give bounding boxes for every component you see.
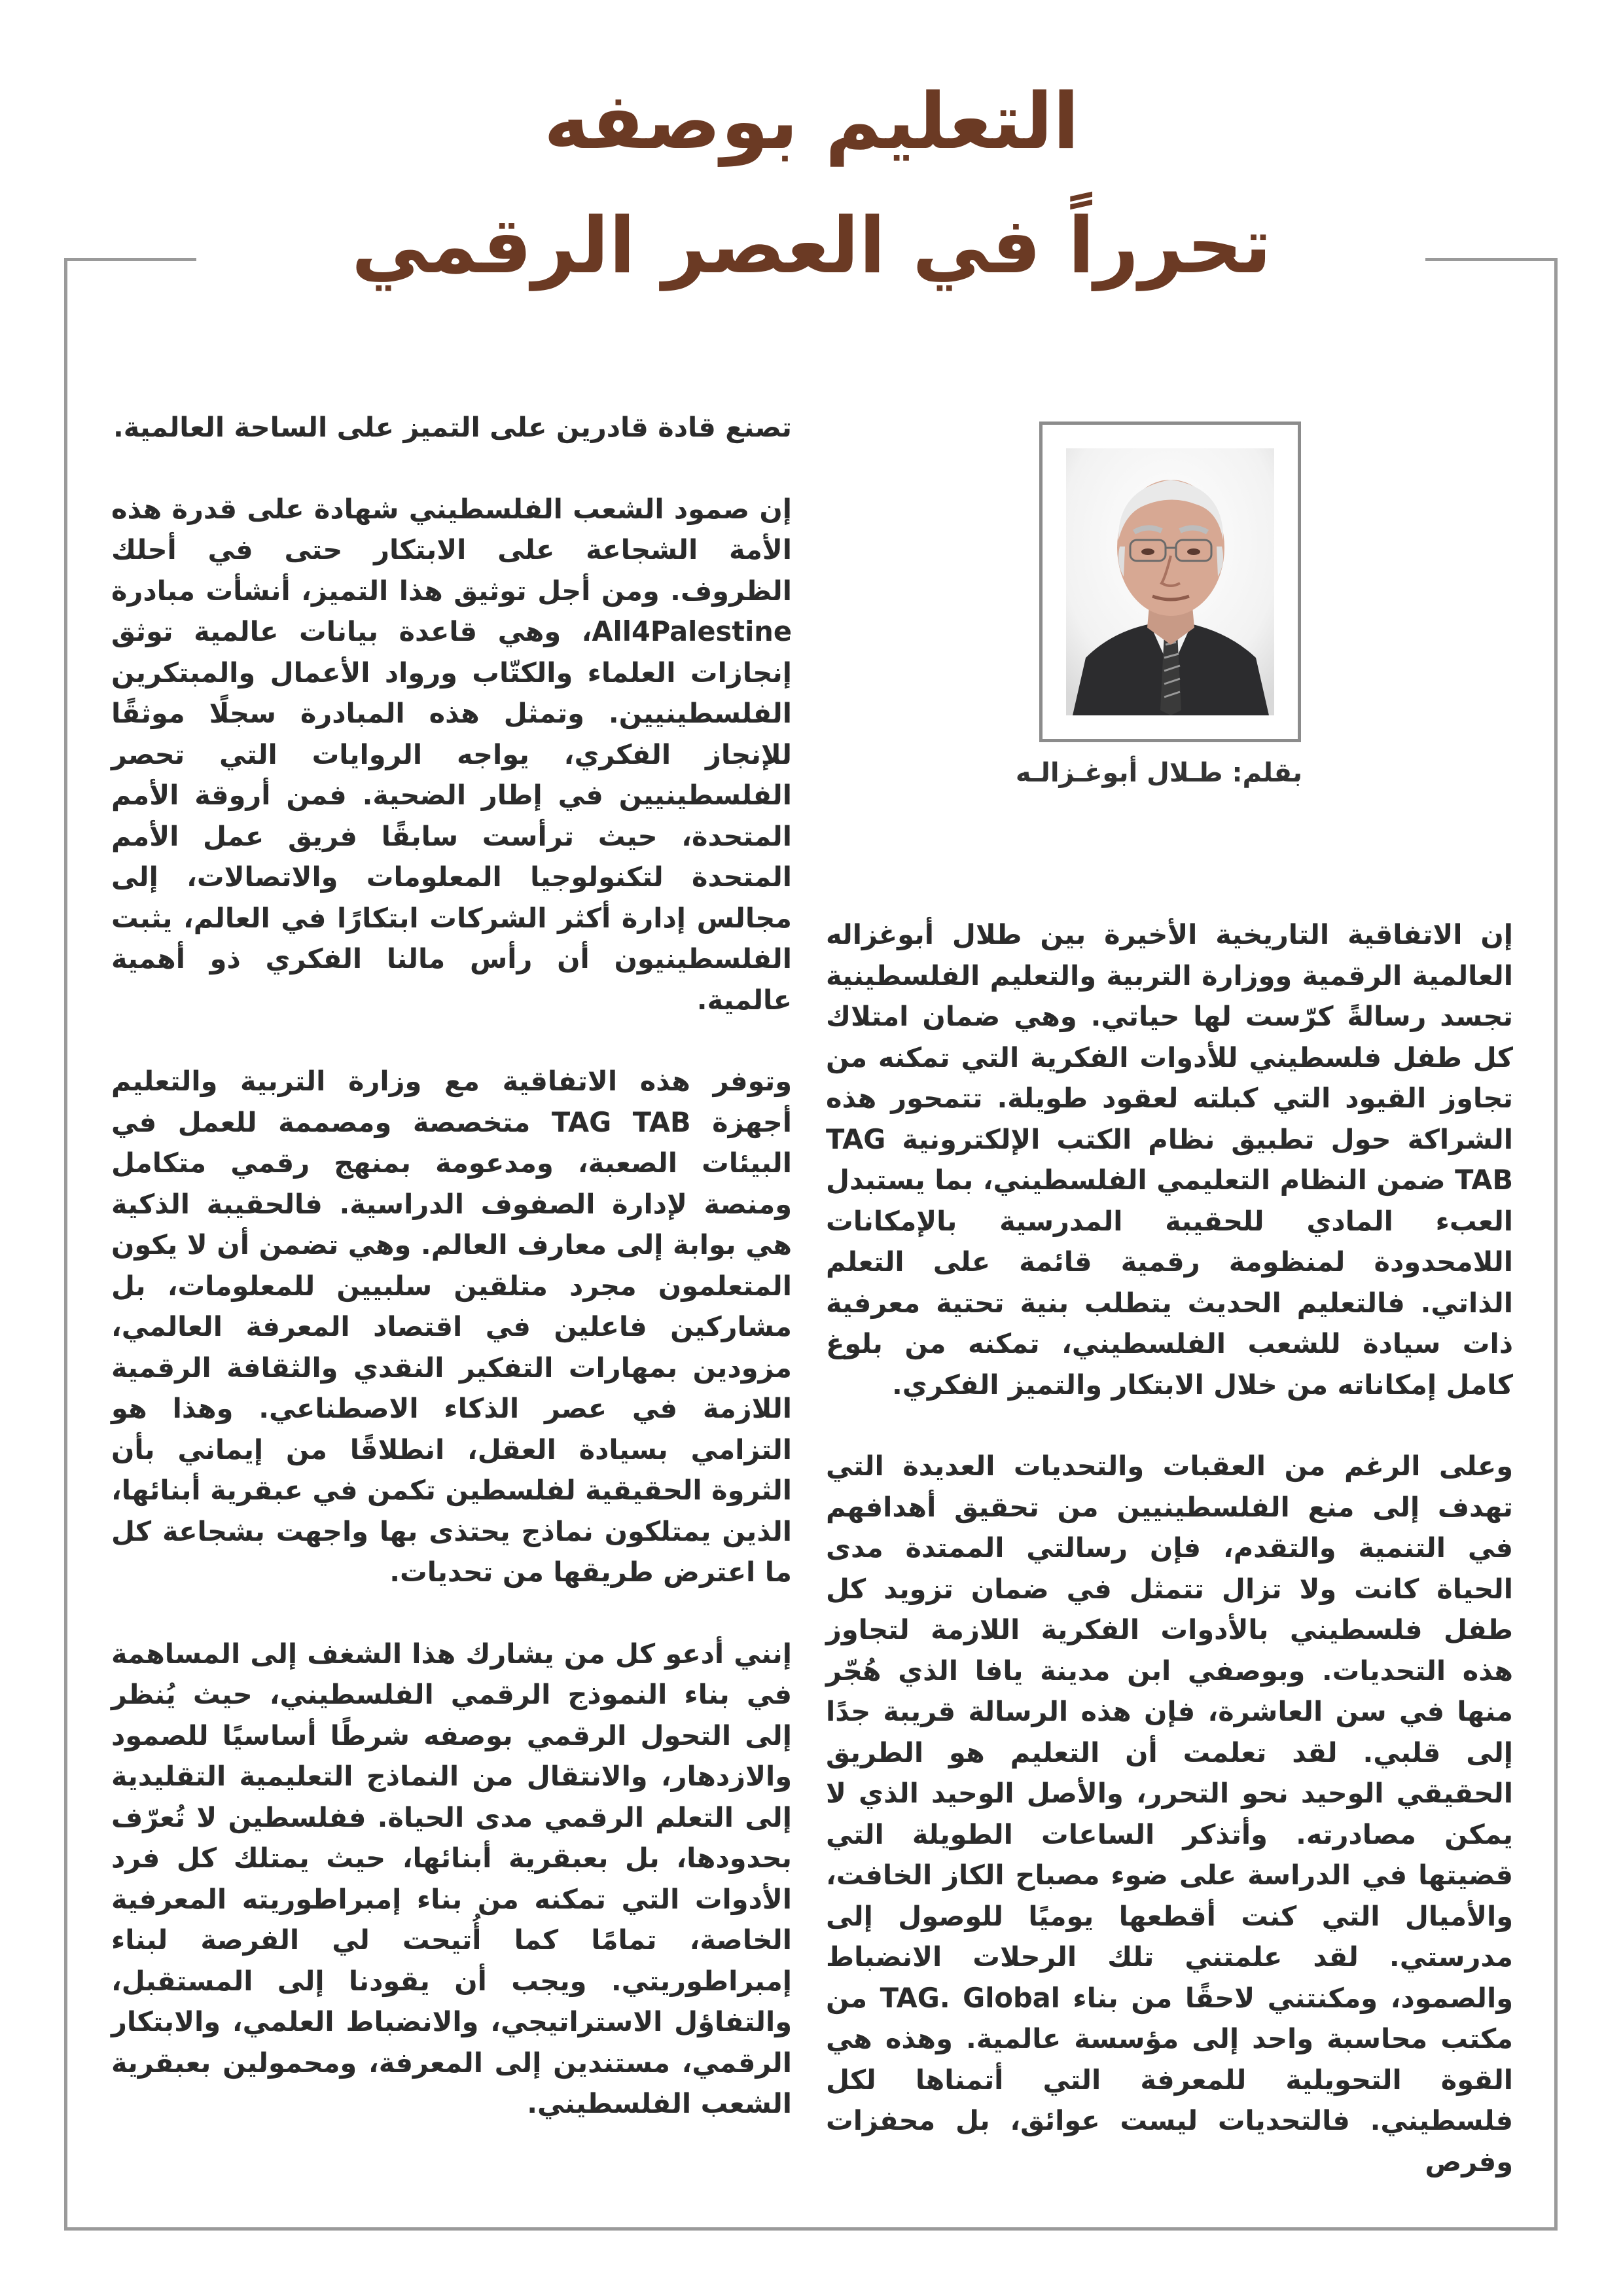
frame-right [1554,258,1558,2231]
frame-left [64,258,67,2231]
frame-top-right [1425,258,1558,261]
right-paragraph-2: وعلى الرغم من العقبات والتحديات العديدة التي تهدف إلى منع الفلسطينيين من تحقيق أهدافهم في التنمية والتقدم، فإن رسالتي الممتدة مدى الحياة كانت ولا تزال تتمثل في ضمان تزويد كل طفل فلسطيني بالأدوات الفكرية اللازمة لتجاوز هذه التحديات. وبوصفي ابن مدينة يافا الذي هُجّر منها في سن العاشرة، فإن هذه الرسالة قريبة جدًا إلى قلبي. لقد تعلمت أن التعليم هو الطريق الحقيقي الوحيد نحو التحرر، والأصل الوحيد الذي لا يمكن مصادرته. وأتذكر الساعات الطويلة التي قضيتها في الدراسة على ضوء مصباح الكاز الخافت، والأميال التي كنت أقطعها يوميًا للوصول إلى مدرستي. لقد علمتني تلك الرحلات الانضباط والصمود، ومكنتني لاحقًا من بناء TAG. Global من مكتب محاسبة واحد إلى مؤسسة عالمية. وهذه هي القوة التحويلية للمعرفة التي أتمناها لكل فلسطيني. فالتحديات ليست عوائق، بل محفزات وفرص [826,1450,1513,2178]
left-column [111,407,792,2125]
portrait-photo [1066,448,1274,715]
author-portrait [1039,422,1301,742]
right-paragraph-1: إن الاتفاقية التاريخية الأخيرة بين طلال أبوغزاله العالمية الرقمية ووزارة التربية والتعليم الفلسطينية تجسد رسالةً كرّست لها حياتي. وهي ضمان امتلاك كل طفل فلسطيني للأدوات الفكرية التي تمكنه من تجاوز القيود التي كبلته لعقود طويلة. تتمحور هذه الشراكة حول تطبيق نظام الكتب الإلكترونية TAG TAB ضمن النظام التعليمي الفلسطيني، بما يستبدل العبء المادي للحقيبة المدرسية بالإمكانات اللامحدودة لمنظومة رقمية قائمة على التعلم الذاتي. فالتعليم الحديث يتطلب بنية تحتية معرفية ذات سيادة للشعب الفلسطيني، تمكنه من بلوغ كامل إمكاناته من خلال الابتكار والتميز الفكري. [826,918,1513,1401]
author-byline: بقلم: طـلال أبوغـزالـه [1015,758,1302,788]
title-line-1: التعليم بوصفه [543,76,1080,166]
left-paragraph-3: إنني أدعو كل من يشارك هذا الشغف إلى المساهمة في بناء النموذج الرقمي الفلسطيني، حيث يُنظر إلى التحول الرقمي بوصفه شرطًا أساسيًا للصمود والازدهار، والانتقال من النماذج التعليمية التقليدية إلى التعلم الرقمي مدى الحياة. ففلسطين لا تُعرّف بحدودها، بل بعبقرية أبنائها، حيث يمتلك كل فرد الأدوات التي تمكنه من بناء إمبراطوريته المعرفية الخاصة، تمامًا كما أُتيحت لي الفرصة لبناء إمبراطوريتي. ويجب أن يقودنا إلى المستقبل، والتفاؤل الاستراتيجي، والانضباط العلمي، والابتكار الرقمي، مستندين إلى المعرفة، ومحمولين بعبقرية الشعب الفلسطيني. [111,1637,792,2119]
right-column [826,914,1513,2182]
article-title [0,59,1623,308]
frame-bottom [64,2227,1558,2231]
left-paragraph-2: وتوفر هذه الاتفاقية مع وزارة التربية والتعليم أجهزة TAG TAB متخصصة ومصممة للعمل في البيئات الصعبة، ومدعومة بمنهج رقمي متكامل ومنصة لإدارة الصفوف الدراسية. فالحقيبة الذكية هي بوابة إلى معارف العالم. وهي تضمن أن لا يكون المتعلمون مجرد متلقين سلبيين للمعلومات، بل مشاركين فاعلين في اقتصاد المعرفة العالمي، مزودين بمهارات التفكير النقدي والثقافة الرقمية اللازمة في عصر الذكاء الاصطناعي. وهذا هو التزامي بسيادة العقل، انطلاقًا من إيماني بأن الثروة الحقيقية لفلسطين تكمن في عبقرية أبنائها، الذين يمتلكون نماذج يحتذى بها واجهت بشجاعة كل ما اعترض طريقها من تحديات. [111,1065,793,1588]
left-paragraph-1: إن صمود الشعب الفلسطيني شهادة على قدرة هذه الأمة الشجاعة على الابتكار حتى في أحلك الظروف. ومن أجل توثيق هذا التميز، أنشأت مبادرة All4Palestine، وهي قاعدة بيانات عالمية توثق إنجازات العلماء والكتّاب ورواد الأعمال والمبتكرين الفلسطينيين. وتمثل هذه المبادرة سجلًا موثقًا للإنجاز الفكري، يواجه الروايات التي تحصر الفلسطينيين في إطار الضحية. فمن أروقة الأمم المتحدة، حيث ترأست سابقًا فريق عمل الأمم المتحدة لتكنولوجيا المعلومات والاتصالات، إلى مجالس إدارة أكثر الشركات ابتكارًا في العالم، يثبت الفلسطينيون أن رأس مالنا الفكري ذو أهمية عالمية. [111,492,792,1016]
frame-top-left [64,258,196,261]
title-line-2: تحرراً في العصر الرقمي [351,200,1272,291]
left-paragraph-0: تصنع قادة قادرين على التميز على الساحة العالمية. [113,411,792,443]
